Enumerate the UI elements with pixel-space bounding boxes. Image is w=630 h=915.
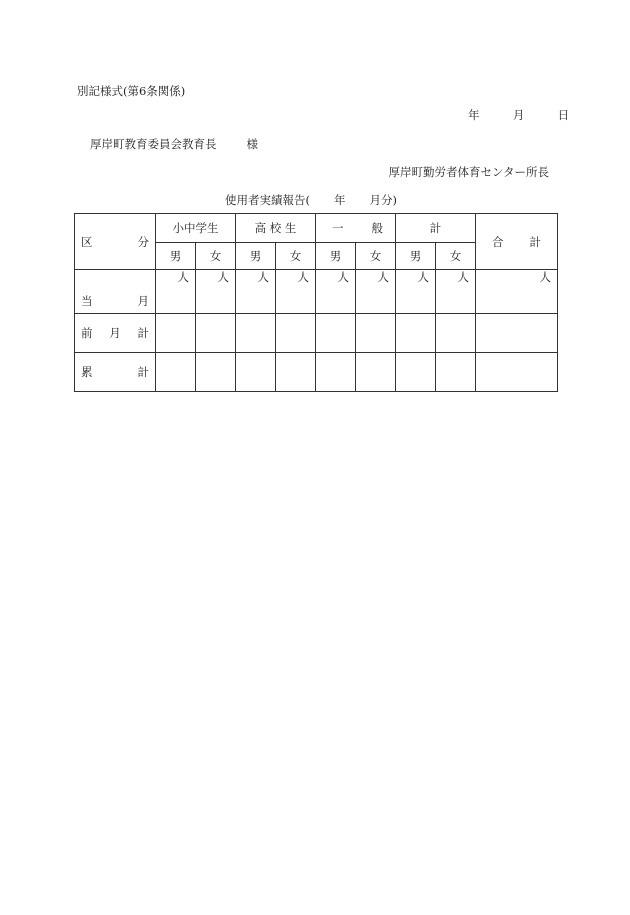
header-female: 女 xyxy=(196,243,236,270)
header-male: 男 xyxy=(396,243,436,270)
table-cell xyxy=(196,353,236,392)
unit-label: 人 xyxy=(257,270,269,284)
table-cell xyxy=(156,314,196,353)
unit-label: 人 xyxy=(177,270,189,284)
table-cell xyxy=(276,353,316,392)
report-title-prefix: 使用者実績報告( xyxy=(225,193,310,207)
header-grand-total: 合 計 xyxy=(476,214,558,270)
date-year-label: 年 xyxy=(468,108,480,122)
header-male: 男 xyxy=(236,243,276,270)
table-cell xyxy=(316,314,356,353)
table-cell xyxy=(276,270,316,314)
report-title-year: 年 xyxy=(334,193,346,207)
table-cell xyxy=(356,270,396,314)
header-male: 男 xyxy=(316,243,356,270)
addressee-name: 厚岸町教育委員会教育長 xyxy=(90,137,217,151)
table-row xyxy=(75,353,558,392)
table-cell xyxy=(356,353,396,392)
table-cell xyxy=(396,353,436,392)
header-female: 女 xyxy=(276,243,316,270)
unit-label: 人 xyxy=(217,270,229,284)
date-line xyxy=(468,108,569,122)
sender: 厚岸町勤労者体育センター所長 xyxy=(388,165,549,179)
form-label: 別記様式(第6条関係) xyxy=(77,84,186,98)
header-male: 男 xyxy=(156,243,196,270)
table-cell xyxy=(236,314,276,353)
row-label-cumulative-total: 累 計 xyxy=(75,353,156,392)
usage-report-table xyxy=(74,213,558,392)
date-day-label: 日 xyxy=(557,108,570,122)
unit-label: 人 xyxy=(539,270,551,284)
table-cell xyxy=(236,270,276,314)
table-cell xyxy=(316,353,356,392)
report-title xyxy=(225,193,397,207)
unit-label: 人 xyxy=(457,270,469,284)
table-cell xyxy=(356,314,396,353)
table-row xyxy=(75,314,558,353)
addressee-honorific: 様 xyxy=(246,137,258,151)
header-female: 女 xyxy=(356,243,396,270)
header-general: 一 般 xyxy=(316,214,396,243)
table-cell xyxy=(436,353,476,392)
header-female: 女 xyxy=(436,243,476,270)
table-cell xyxy=(236,353,276,392)
table-cell xyxy=(316,270,356,314)
table-cell xyxy=(276,314,316,353)
date-month-label: 月 xyxy=(512,108,525,122)
header-subtotal: 計 xyxy=(396,214,476,243)
header-high-school: 高 校 生 xyxy=(236,214,316,243)
header-elementary-junior: 小中学生 xyxy=(156,214,236,243)
table-row xyxy=(75,270,558,314)
table-cell xyxy=(476,314,558,353)
row-label-current-month: 当 月 xyxy=(75,270,156,314)
header-kubun: 区 分 xyxy=(75,214,156,270)
table-cell xyxy=(436,314,476,353)
table-cell xyxy=(476,353,558,392)
table-cell xyxy=(396,314,436,353)
unit-label: 人 xyxy=(337,270,349,284)
unit-label: 人 xyxy=(377,270,389,284)
unit-label: 人 xyxy=(297,270,309,284)
table-cell xyxy=(156,270,196,314)
table-cell xyxy=(196,270,236,314)
table-cell xyxy=(476,270,558,314)
row-label-previous-month-total: 前 月 計 xyxy=(75,314,156,353)
table-cell xyxy=(396,270,436,314)
table-cell xyxy=(436,270,476,314)
table-cell xyxy=(196,314,236,353)
addressee xyxy=(90,137,258,151)
report-title-suffix: 月分) xyxy=(369,193,397,207)
table-cell xyxy=(156,353,196,392)
unit-label: 人 xyxy=(417,270,429,284)
